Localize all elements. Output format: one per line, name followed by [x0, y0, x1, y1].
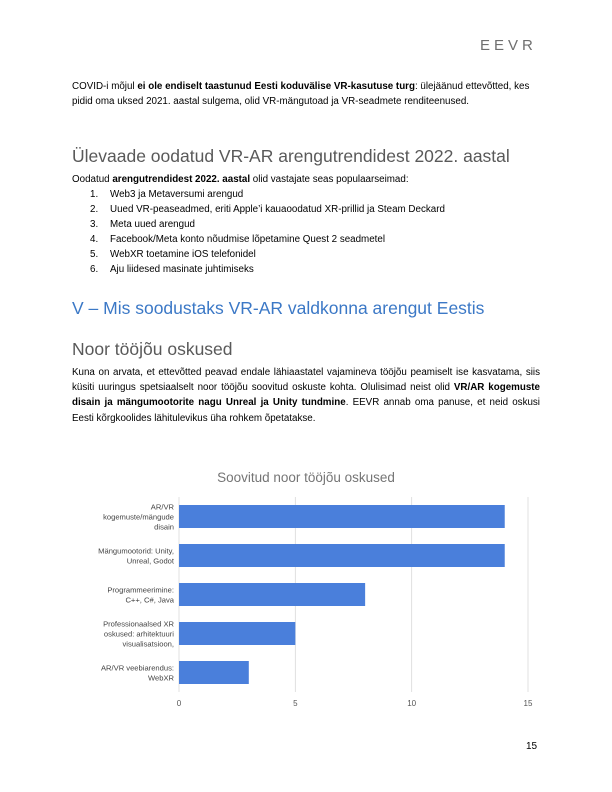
- bar: [179, 544, 505, 567]
- category-label: Professionaalsed XR: [103, 619, 174, 629]
- trends-lead-text-2: olid vastajate seas populaarseimad:: [250, 174, 409, 185]
- list-item-number: 5.: [90, 249, 99, 261]
- list-item-text: Web3 ja Metaversumi arengud: [110, 189, 244, 200]
- category-label: Unreal, Godot: [126, 556, 174, 566]
- x-tick-label: 5: [293, 699, 298, 708]
- category-label: disain: [154, 522, 174, 532]
- trends-lead-text-1: Oodatud: [72, 174, 113, 185]
- category-label: Programmeerimine:: [107, 585, 174, 595]
- skills-text-2: . EEVR annab oma panuse, et neid oskusi Eesti kõrgkoolides lähitulevikus üha rohkem õpetatakse.: [72, 397, 540, 424]
- intro-bold-1: ei ole endiselt taastunud Eesti koduvälise VR-kasutuse turg: [137, 81, 415, 92]
- list-item-number: 6.: [90, 264, 99, 276]
- bar: [179, 505, 505, 528]
- bar: [179, 622, 295, 645]
- list-item-text: Aju liidesed masinate juhtimiseks: [110, 264, 254, 276]
- list-item-text: Facebook/Meta konto nõudmise lõpetamine Quest 2 seadmetel: [110, 234, 386, 246]
- category-label: kogemuste/mängude: [103, 512, 174, 522]
- trends-heading: Ülevaade oodatud VR-AR arengutrendidest 2022. aastal: [72, 146, 510, 166]
- list-item-number: 3.: [90, 219, 99, 231]
- list-item-text: Uued VR-peaseadmed, eriti Apple’i kauaoodatud XR-prillid ja Steam Deckard: [110, 204, 445, 216]
- list-item-number: 1.: [90, 189, 99, 200]
- list-item-number: 4.: [90, 234, 99, 246]
- category-label: visualisatsioon,: [122, 639, 174, 649]
- category-label: oskused: arhitektuuri: [103, 629, 174, 639]
- trends-lead-bold: arengutrendidest 2022. aastal: [112, 174, 251, 185]
- intro-text-2: : ülejäänud ettevõtted, kes pidid oma uksed 2021. aastal sulgema, olid VR-mängutoad ja VR-seadmete renditeenused.: [72, 81, 530, 108]
- section-v-heading: V – Mis soodustaks VR-AR valdkonna arengut Eestis: [72, 298, 485, 318]
- chart-title: Soovitud noor tööjõu oskused: [217, 470, 395, 485]
- bar: [179, 583, 365, 606]
- intro-text-1: COVID-i mõjul: [72, 81, 138, 92]
- x-tick-label: 10: [407, 699, 417, 708]
- list-item-number: 2.: [90, 204, 99, 216]
- x-tick-label: 0: [176, 699, 182, 708]
- category-label: AR/VR: [150, 502, 174, 512]
- bar: [179, 661, 249, 684]
- x-tick-label: 15: [523, 699, 533, 708]
- skills-text-1: Kuna on arvata, et ettevõtted peavad endale lähiaastatel vajamineva tööjõu peamiselt ise kasvatama, siis küsiti uuringus spetsiaalselt noor tööjõu soovitud oskuste kohta. Olulisimad neist olid: [72, 367, 540, 394]
- category-label: WebXR: [147, 673, 174, 683]
- category-label: Mängumootorid: Unity,: [98, 546, 174, 556]
- page-number: 15: [526, 741, 538, 752]
- skills-bold-1: VR/AR kogemuste disain ja mängumootorite nagu Unreal ja Unity tundmine: [72, 382, 540, 409]
- skills-heading: Noor tööjõu oskused: [72, 339, 233, 359]
- list-item-text: Meta uued arengud: [110, 219, 195, 231]
- category-label: AR/VR veebiarendus:: [100, 663, 174, 673]
- category-label: C++, C#, Java: [125, 595, 174, 605]
- list-item-text: WebXR toetamine iOS telefonidel: [110, 249, 256, 261]
- eevr-logo: EEVR: [480, 37, 537, 54]
